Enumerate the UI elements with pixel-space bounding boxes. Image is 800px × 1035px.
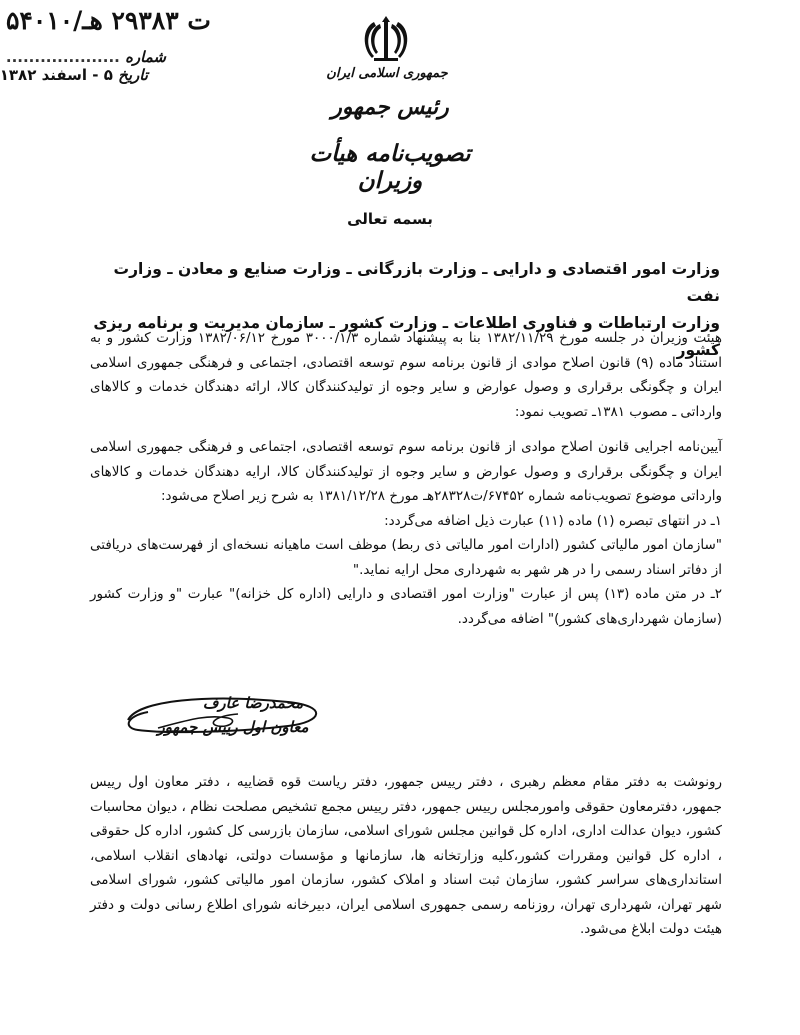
number-dots: ....................: [5, 48, 120, 66]
intro-paragraph: [90, 326, 722, 424]
body-paragraph: آیین‌نامه اجرایی قانون اصلاح موادی از قانون برنامه سوم توسعه اقتصادی، اجتماعی و فرهنگی جمهوری اسلامی ایران و چگونگی برقراری و وصول عوارض و سایر وجوه از تولیدکنندگان کالا، ارایه دهندگان خدمات و کالاهای وارداتی موضوع تصویب‌نامه شماره ۶۷۴۵۲/ت۲۸۳۲۸هـ مورخ ۱۳۸۱/۱۲/۲۸ به شرح زیر اصلاح می‌شود:: [90, 439, 722, 504]
iran-emblem-icon: [360, 14, 412, 64]
cc-paragraph: رونوشت به دفتر مقام معظم رهبری ، دفتر رییس جمهور، دفتر ریاست قوه قضاییه ، دفتر معاون اول رییس جمهور، دفترمعاون حقوقی وامورمجلس رییس جمهور، دفتر رییس مجمع تشخیص مصلحت نظام ، دیوان محاسبات کشور، دیوان عدالت اداری، اداره کل قوانین مجلس شورای اسلامی، سازمان بازرسی کل کشور، اداره کل حقوقی ، اداره کل قوانین ومقررات کشور،کلیه وزارتخانه ها، سازمانها و مؤسسات دولتی، نهادهای انقلاب اسلامی، استانداری‌های سراسر کشور، سازمان ثبت اسناد و املاک کشور، سازمان امور مالیاتی کشور، شورای اسلامی شهر تهران، شهرداری تهران، روزنامه رسمی جمهوری اسلامی ایران، دبیرخانه شورای اطلاع رسانی دولت و دفتر هیئت دولت ابلاغ می‌شود.: [90, 774, 722, 937]
body-paragraph: ۱ـ در انتهای تبصره (۱) ماده (۱۱) عبارت ذیل اضافه می‌گردد:: [384, 512, 722, 529]
signatory-name: محمدرضا عارف: [202, 694, 304, 712]
basmala: بسمه تعالی: [347, 210, 433, 228]
number-field: [5, 48, 166, 66]
number-label: شماره: [125, 48, 166, 66]
date-label: تاریخ: [118, 66, 148, 84]
addressee-line: وزارت امور اقتصادی و دارایی ـ وزارت بازرگانی ـ وزارت صنایع و معادن ـ وزارت نفت: [113, 260, 720, 305]
president-title: رئیس جمهور: [331, 94, 449, 120]
signature-block: [118, 680, 338, 760]
reference-number: ۵۴۰۱۰/ت ۲۹۳۸۳ هـ: [6, 6, 211, 35]
intro-text: هیئت وزیران در جلسه مورخ ۱۳۸۲/۱۱/۲۹ بنا به پیشنهاد شماره ۳۰۰۰/۱/۳ مورخ ۱۳۸۲/۰۶/۱۲ وزارت کشور و به استناد ماده (۹) قانون اصلاح موادی از قانون برنامه سوم توسعه اقتصادی، اجتماعی و فرهنگی جمهوری اسلامی ایران و چگونگی برقراری و وصول عوارض و سایر وجوه از تولیدکنندگان کالا، ارائه دهندگان خدمات و کالاهای وارداتی ـ مصوب ۱۳۸۱ـ تصویب نمود:: [90, 330, 722, 420]
addressee-line: وزارت ارتباطات و فناوری اطلاعات ـ وزارت کشور ـ سازمان مدیریت و برنامه ریزی کشور: [93, 314, 720, 359]
decree-title: تصویب‌نامه هیأت وزیران: [309, 140, 471, 194]
body-section: [90, 435, 722, 631]
date-value: ۵ - اسفند ۱۳۸۲: [0, 66, 113, 84]
body-paragraph: ۲ـ در متن ماده (۱۳) پس از عبارت "وزارت امور اقتصادی و دارایی (اداره کل خزانه)" عبارت "و وزارت کشور (سازمان شهرداری‌های کشور)" اضافه می‌گردد.: [90, 586, 722, 627]
body-paragraph: "سازمان امور مالیاتی کشور (ادارات امور مالیاتی ذی ربط) موظف است ماهیانه نسخه‌ای از فهرست‌های دریافتی از دفاتر اسناد رسمی را در هر شهر به شهرداری محل ارایه نماید.": [90, 537, 722, 578]
date-field: [0, 66, 148, 84]
signatory-title: معاون اول رییس جمهور: [157, 718, 309, 736]
republic-name: جمهوری اسلامی ایران: [326, 66, 448, 81]
